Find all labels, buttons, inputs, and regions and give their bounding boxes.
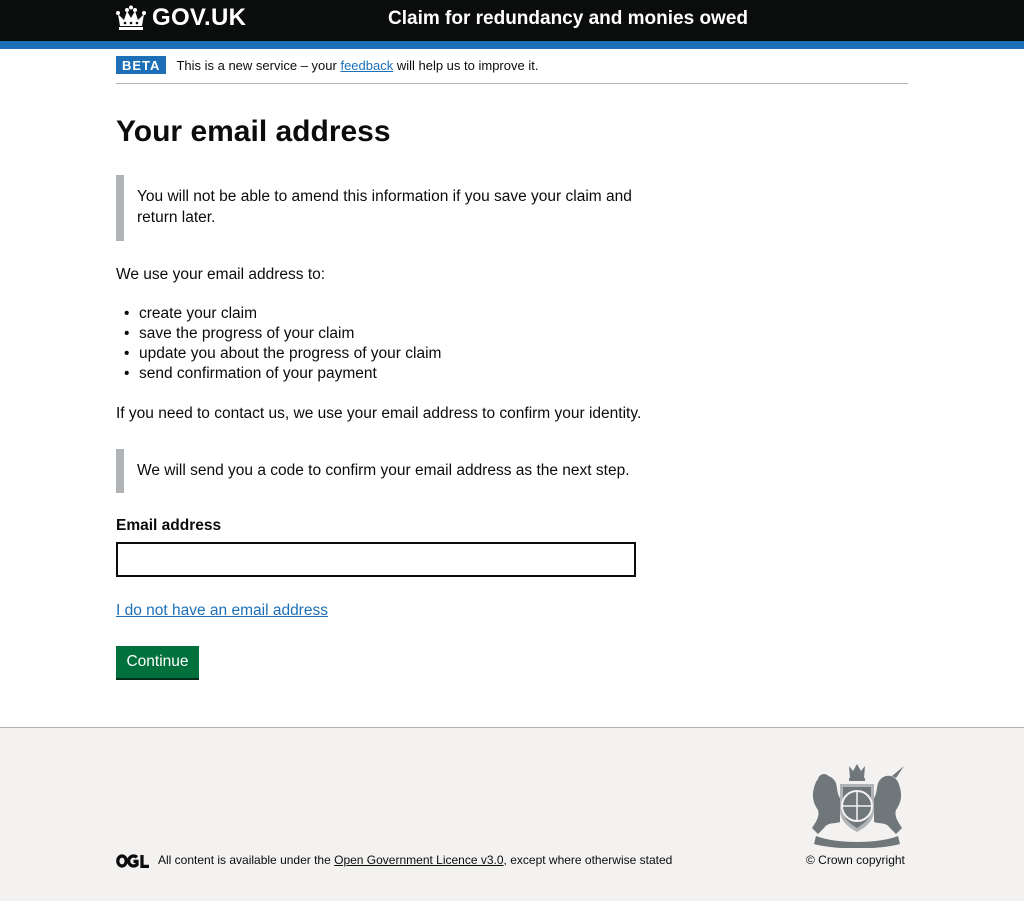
list-item: • update you about the progress of your claim <box>124 344 441 364</box>
site-footer <box>0 727 1024 901</box>
site-header <box>0 0 1024 49</box>
phase-text-after: will help us to improve it. <box>393 58 539 73</box>
phase-banner <box>116 56 908 84</box>
service-name-link[interactable]: Claim for redundancy and monies owed <box>388 8 749 29</box>
email-label: Email address <box>116 517 222 534</box>
contact-text: If you need to contact us, we use your email address to confirm your identity. <box>116 405 642 422</box>
no-email-link[interactable]: I do not have an email address <box>116 602 328 619</box>
ogl-logo <box>116 854 150 868</box>
crown-copyright <box>806 852 905 868</box>
licence-text-before: All content is available under the <box>158 853 335 867</box>
inset-code-info: We will send you a code to confirm your email address as the next step. <box>116 449 636 493</box>
licence-text-after: , except where otherwise stated <box>503 853 673 867</box>
list-item: • save the progress of your claim <box>124 324 441 344</box>
phase-text-before: This is a new service – your <box>176 58 341 73</box>
continue-button[interactable]: Continue <box>116 646 199 678</box>
inset-amend-warning: You will not be able to amend this information if you save your claim and return later. <box>116 175 636 241</box>
phase-tag: BETA <box>116 56 166 74</box>
page-title: Your email address <box>116 115 391 148</box>
uses-intro: We use your email address to: <box>116 266 326 283</box>
list-item: • create your claim <box>124 304 441 324</box>
licence-text <box>158 852 672 868</box>
licence-link[interactable]: Open Government Licence v3.0 <box>334 853 504 867</box>
phase-banner-text <box>176 56 538 76</box>
royal-crest <box>806 762 908 848</box>
crown-copyright-link[interactable]: © Crown copyright <box>806 853 905 867</box>
logo-text: GOV.UK <box>152 4 247 31</box>
email-input[interactable] <box>116 542 636 577</box>
uses-list <box>124 304 441 384</box>
feedback-link[interactable]: feedback <box>340 58 394 73</box>
govuk-logo-link[interactable] <box>116 4 246 32</box>
list-item: • send confirmation of your payment <box>124 364 441 384</box>
crown-icon <box>116 5 146 31</box>
